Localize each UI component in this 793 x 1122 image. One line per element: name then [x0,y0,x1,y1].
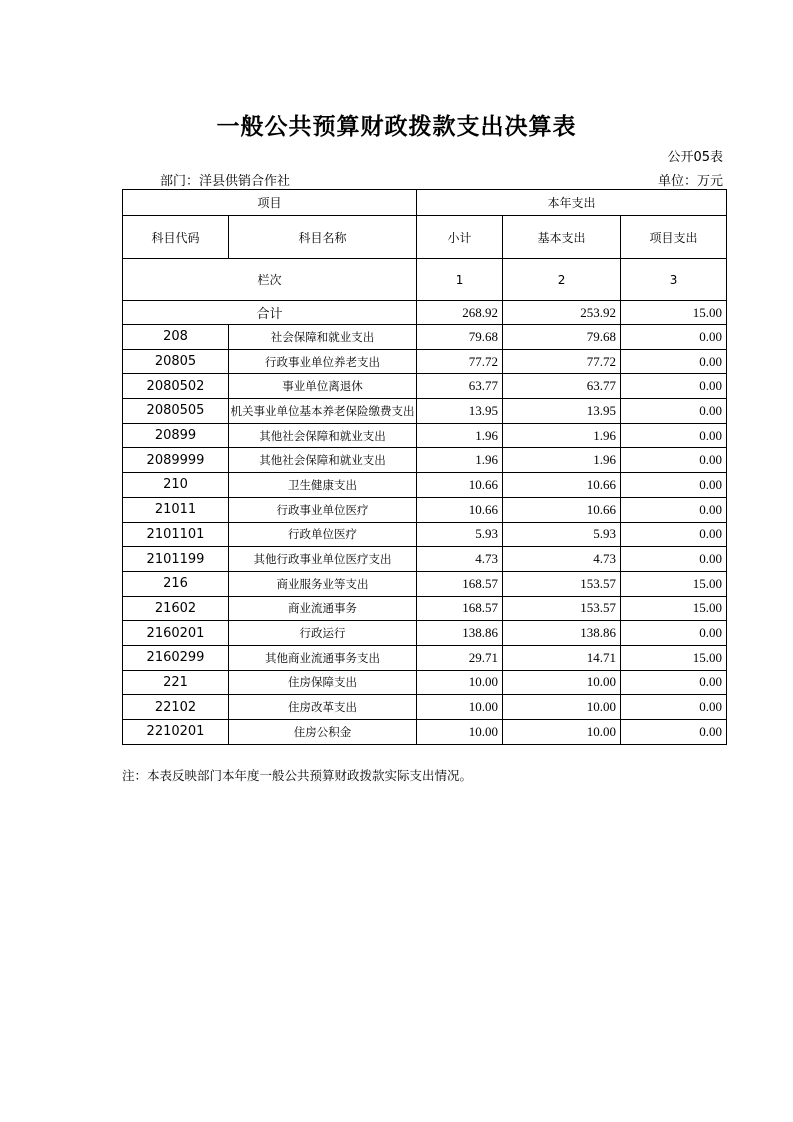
row-basic: 5.93 [503,522,621,547]
header-current-year: 本年支出 [417,190,727,216]
header-column-index: 栏次 [123,259,417,301]
row-name: 卫生健康支出 [229,473,417,498]
row-name: 行政事业单位养老支出 [229,349,417,374]
row-subtotal: 138.86 [417,621,503,646]
row-code: 2080505 [123,399,229,424]
row-project: 15.00 [621,645,727,670]
row-subtotal: 168.57 [417,571,503,596]
row-project: 0.00 [621,423,727,448]
row-name: 其他社会保障和就业支出 [229,448,417,473]
header-basic: 基本支出 [503,216,621,259]
row-code: 2160201 [123,621,229,646]
footnote: 注：本表反映部门本年度一般公共预算财政拨款实际支出情况。 [122,768,473,783]
table-row [123,720,727,745]
header-col1: 1 [417,259,503,301]
table-row [123,473,727,498]
row-project: 0.00 [621,497,727,522]
row-subtotal: 168.57 [417,596,503,621]
table-row [123,423,727,448]
row-basic: 77.72 [503,349,621,374]
header-subtotal: 小计 [417,216,503,259]
row-subtotal: 13.95 [417,399,503,424]
row-basic: 153.57 [503,571,621,596]
row-name: 其他行政事业单位医疗支出 [229,547,417,572]
row-code: 210 [123,473,229,498]
row-basic: 1.96 [503,448,621,473]
row-code: 21011 [123,497,229,522]
row-name: 行政事业单位医疗 [229,497,417,522]
form-number: 公开05表 [667,150,723,165]
table-row [123,621,727,646]
table-row [123,497,727,522]
row-subtotal: 5.93 [417,522,503,547]
row-name: 住房改革支出 [229,695,417,720]
row-subtotal: 10.66 [417,473,503,498]
table-row [123,596,727,621]
row-name: 社会保障和就业支出 [229,325,417,350]
row-name: 其他社会保障和就业支出 [229,423,417,448]
header-code: 科目代码 [123,216,229,259]
row-code: 21602 [123,596,229,621]
row-code: 20805 [123,349,229,374]
table-row [123,571,727,596]
row-subtotal: 1.96 [417,448,503,473]
row-project: 0.00 [621,695,727,720]
table-row [123,325,727,350]
row-basic: 79.68 [503,325,621,350]
header-name: 科目名称 [229,216,417,259]
row-basic: 13.95 [503,399,621,424]
table-row [123,349,727,374]
row-code: 2160299 [123,645,229,670]
table-row [123,645,727,670]
row-code: 2080502 [123,374,229,399]
row-project: 0.00 [621,374,727,399]
header-project: 项目支出 [621,216,727,259]
row-name: 住房公积金 [229,720,417,745]
row-name: 其他商业流通事务支出 [229,645,417,670]
row-name: 事业单位离退休 [229,374,417,399]
row-project: 0.00 [621,547,727,572]
row-basic: 153.57 [503,596,621,621]
row-basic: 10.66 [503,497,621,522]
header-col3: 3 [621,259,727,301]
total-subtotal: 268.92 [417,301,503,325]
row-basic: 138.86 [503,621,621,646]
row-code: 221 [123,670,229,695]
page-title: 一般公共预算财政拨款支出决算表 [216,114,577,140]
row-code: 2089999 [123,448,229,473]
row-subtotal: 10.00 [417,695,503,720]
table-row [123,522,727,547]
row-basic: 10.00 [503,720,621,745]
row-code: 216 [123,571,229,596]
row-subtotal: 79.68 [417,325,503,350]
row-name: 商业服务业等支出 [229,571,417,596]
table-row [123,399,727,424]
row-subtotal: 1.96 [417,423,503,448]
row-project: 0.00 [621,325,727,350]
row-project: 0.00 [621,448,727,473]
row-basic: 10.66 [503,473,621,498]
row-project: 0.00 [621,522,727,547]
header-item: 项目 [123,190,417,216]
expenditure-table [122,189,727,745]
row-project: 0.00 [621,473,727,498]
total-label: 合计 [123,301,417,325]
table-row [123,374,727,399]
department-label: 部门：洋县供销合作社 [160,174,291,189]
total-row [123,301,727,325]
row-name: 商业流通事务 [229,596,417,621]
row-subtotal: 63.77 [417,374,503,399]
row-code: 2101101 [123,522,229,547]
row-name: 机关事业单位基本养老保险缴费支出 [229,399,417,424]
row-name: 行政单位医疗 [229,522,417,547]
unit-label: 单位：万元 [657,174,723,189]
row-name: 住房保障支出 [229,670,417,695]
row-subtotal: 10.00 [417,720,503,745]
row-subtotal: 4.73 [417,547,503,572]
row-subtotal: 10.00 [417,670,503,695]
row-basic: 63.77 [503,374,621,399]
row-project: 15.00 [621,571,727,596]
row-project: 0.00 [621,670,727,695]
row-name: 行政运行 [229,621,417,646]
table-row [123,448,727,473]
row-project: 0.00 [621,621,727,646]
row-subtotal: 77.72 [417,349,503,374]
row-project: 15.00 [621,596,727,621]
row-code: 20899 [123,423,229,448]
row-subtotal: 29.71 [417,645,503,670]
total-basic: 253.92 [503,301,621,325]
header-col2: 2 [503,259,621,301]
row-code: 22102 [123,695,229,720]
total-project: 15.00 [621,301,727,325]
table-row [123,695,727,720]
row-subtotal: 10.66 [417,497,503,522]
row-basic: 14.71 [503,645,621,670]
row-basic: 10.00 [503,695,621,720]
row-project: 0.00 [621,720,727,745]
row-code: 2101199 [123,547,229,572]
row-project: 0.00 [621,399,727,424]
table-row [123,670,727,695]
row-basic: 1.96 [503,423,621,448]
table-row [123,547,727,572]
row-project: 0.00 [621,349,727,374]
row-code: 208 [123,325,229,350]
row-basic: 10.00 [503,670,621,695]
row-code: 2210201 [123,720,229,745]
row-basic: 4.73 [503,547,621,572]
